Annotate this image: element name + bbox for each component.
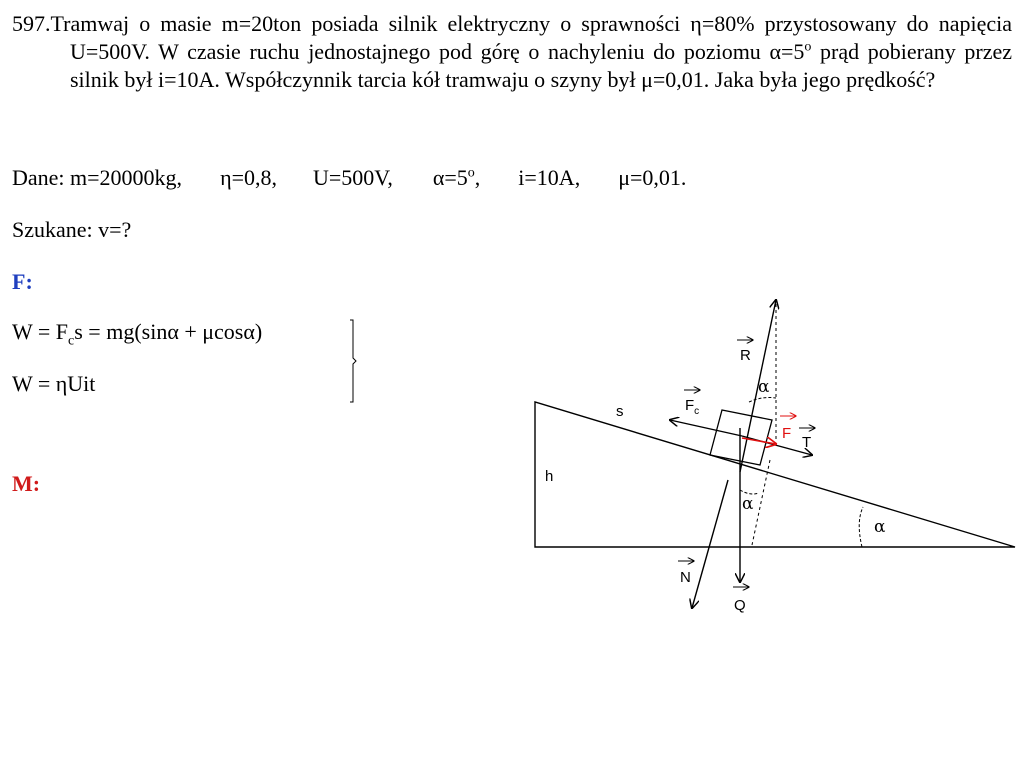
- sought-value: Szukane: v=?: [12, 217, 132, 242]
- given-efficiency: η=0,8,: [220, 165, 277, 190]
- label-F: F: [782, 425, 792, 442]
- given-voltage: U=500V,: [312, 165, 393, 190]
- force-Fc-arrow: [670, 420, 742, 436]
- mu-symbol: μ: [641, 67, 653, 92]
- label-alpha-top: α: [758, 377, 770, 397]
- label-T: T: [802, 434, 812, 451]
- problem-statement: 597.Tramwaj o masie m=20ton posiada silnik elektryczny o sprawności η=80% przystosowany do napięcia U=500V. W czasie ruchu jednostajnego pod górę o nachyleniu do poziomu $\alpha=5^o$ prąd pobierany przez silnik był i=10A. Współczynnik tarcia kół tramwaju o szyny był μ=0,01. Jaka była jego prędkość?: [12, 11, 1012, 92]
- given-mass: m=20000kg,: [70, 165, 183, 190]
- dashed-normal-line: [752, 460, 770, 545]
- tram-block: [710, 410, 772, 465]
- given-friction: μ=0,01.: [618, 165, 687, 190]
- physics-section-label: F:: [12, 269, 33, 294]
- force-N-arrow: [692, 480, 728, 608]
- angle-arc-base: [859, 507, 863, 547]
- label-Q: Q: [734, 597, 746, 614]
- given-current: i=10A,: [518, 165, 581, 190]
- label-N: N: [680, 569, 691, 586]
- label-alpha-middle: α: [742, 494, 754, 514]
- equation-system-bracket: [340, 318, 370, 404]
- math-section-label: M:: [12, 471, 41, 496]
- alpha-symbol: α: [769, 39, 781, 64]
- label-h: h: [545, 468, 554, 485]
- label-alpha-base: α: [874, 517, 886, 537]
- given-data: Dane: m=20000kg, η=0,8, U=500V, $\alpha=5^o$, i=10A, μ=0,01.: [12, 165, 687, 190]
- label-Fc: $F_c$: [685, 397, 700, 417]
- problem-number: 597.: [12, 11, 51, 36]
- eta-symbol: η: [690, 11, 702, 36]
- inclined-plane-diagram: [520, 290, 1024, 620]
- degree-mark: o: [804, 39, 812, 55]
- equation-work-friction: $W = F_cs = mg(\sin\alpha + \mu\cos\alpha)$: [12, 319, 263, 349]
- given-angle: $\alpha=5^o$,: [432, 165, 481, 190]
- label-R: R: [740, 347, 751, 364]
- angle-arc-top: [749, 398, 776, 403]
- equation-work-electric: W = ηUit: [12, 371, 96, 396]
- label-s: s: [616, 403, 624, 420]
- incline-triangle: [535, 402, 1015, 547]
